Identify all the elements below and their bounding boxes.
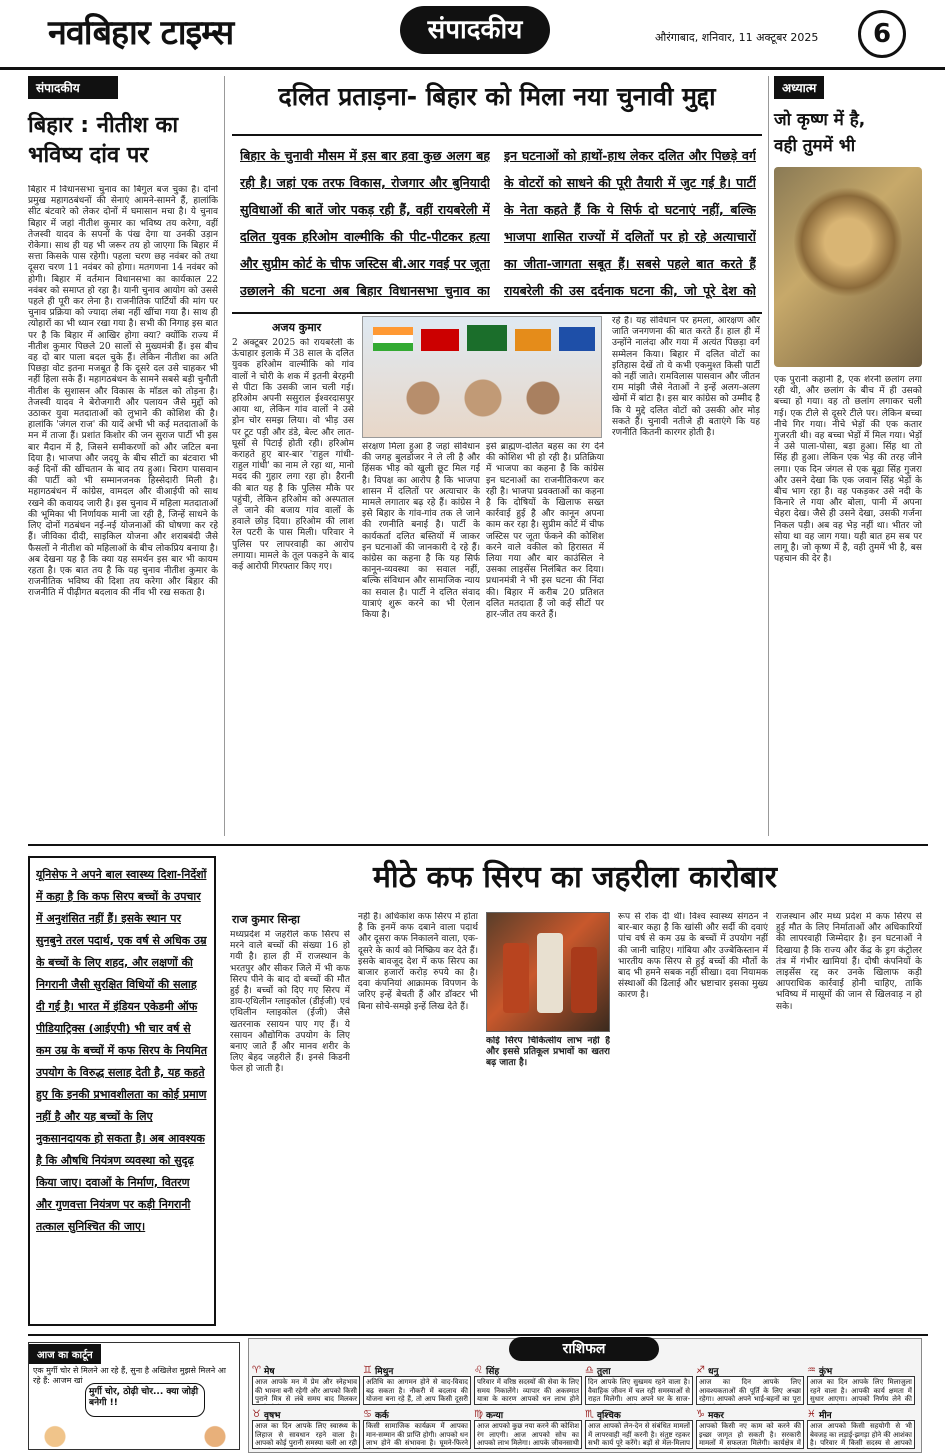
issue-date: औरंगाबाद, शनिवार, 11 अक्टूबर 2025 bbox=[655, 31, 819, 44]
side-title-line2: वही तुममें भी bbox=[774, 136, 856, 156]
quote-box bbox=[232, 134, 762, 314]
newspaper-name: नवबिहार टाइम्स bbox=[48, 13, 234, 53]
rashi-text: आज का दिन आपके लिए मिलाजुला रहने वाला है। आपकी कार्य क्षमता में सुधार आएगा। आपको निर्णय लेने की bbox=[807, 1376, 915, 1405]
syrup-photo bbox=[486, 912, 610, 1032]
zodiac-icon: ♏ bbox=[585, 1408, 594, 1420]
side-story-body: एक पुरानी कहानी है, एक शेरनी छलांग लगा रही थी, और छलांग के बीच में ही उसको बच्चा हो गया। वह तो छलांग लगाकर चली गई। एक टीले से दूसरे टीले पर। लेकिन बच्चा नीचे गिर गया। नीचे भेड़ों की एक कतार गुजरती थी। वह बच्चा भेड़ों में मिल गया। भेड़ों ने उसे पाला-पोसा, बड़ा हुआ। सिंह था तो सिंह ही हुआ। लेकिन एक भेड़ की तरह जीने लगा। एक दिन जंगल से एक बूढ़ा सिंह गुजरा और उसने देखा कि एक जवान सिंह भेड़ों के बीच भाग रहा है। वह पकड़कर उसे नदी के किनारे ले गया और बोला, पानी में अपना चेहरा देख। जैसे ही उसने देखा, उसकी गर्जना निकल पड़ी। अब वह भेड़ नहीं था। भीतर जो सोया था वह जाग गया। यही बात हम सब पर लागू है। जो कृष्ण में है, वही तुममें भी है, बस पहचान की देर है। bbox=[774, 375, 922, 565]
rashi-header bbox=[585, 1364, 693, 1376]
zodiac-icon: ♌ bbox=[474, 1364, 483, 1376]
party-flag-4 bbox=[515, 329, 551, 351]
party-flag-1 bbox=[373, 327, 413, 351]
bottle-3 bbox=[571, 947, 597, 1013]
rashifal-grid bbox=[252, 1364, 920, 1452]
page-number: 6 bbox=[858, 10, 906, 58]
speech-bubble: मुर्गी चोर, ठोढ़ी चोर... क्या जोड़ी बनेगी !! bbox=[85, 1383, 205, 1417]
editorial-tag: संपादकीय bbox=[28, 76, 118, 99]
cartoon-caption: एक मुर्गी चोर से मिलने आ रहे हैं, सुना है अखिलेश मुझसे मिलने आ रहे हैं: आजम खां bbox=[33, 1366, 226, 1385]
rashi-text: आज आपको किसी सहयोगी से भी बेवजह का लड़ाई-झगड़ा होने की आशंका है। परिवार में किसी सदस्य से आपको bbox=[807, 1420, 915, 1449]
editorial-title-line1: बिहार : नीतीश का bbox=[28, 113, 179, 138]
rashi-text: दिन आपके लिए सुखमय रहने वाला है। वैवाहिक जीवन में चल रही समस्याओं से राहत मिलेगी। आप अपने घर के साज- bbox=[585, 1376, 693, 1405]
zodiac-icon: ♍ bbox=[474, 1408, 483, 1420]
rashi-name: कुंभ bbox=[818, 1366, 833, 1377]
rashi-header bbox=[252, 1364, 360, 1376]
cartoon-panel bbox=[28, 1342, 240, 1450]
rashi-cell bbox=[474, 1364, 582, 1406]
bottle-2 bbox=[537, 933, 563, 1013]
rashi-header bbox=[474, 1408, 582, 1420]
rashi-cell bbox=[585, 1364, 693, 1406]
rashifal-title: राशिफल bbox=[509, 1337, 659, 1361]
zodiac-icon: ♑ bbox=[696, 1408, 705, 1420]
lion-illustration bbox=[774, 167, 922, 367]
rashi-cell bbox=[252, 1408, 360, 1450]
rashi-text: आज आपको लेन-देन से संबंधित मामलों में लापरवाही नहीं करनी है। संतुष्ट रहकर सभी कार्य पूरे करेंगे। बड़ों से मेल-मिलाप bbox=[585, 1420, 693, 1449]
rashi-text: अतिथि का आगमन होने से वाद-विवाद बढ़ सकता है। नौकरी में बदलाव की योजना बना रहे हैं, तो आप किसी दूसरी bbox=[363, 1376, 471, 1405]
party-flag-3 bbox=[467, 325, 507, 351]
syrup-photo-caption: कोई सिरप चिकित्सीय लाभ नहीं है और इससे प्रतिकूल प्रभावों का खतरा बढ़ जाता है। bbox=[486, 1036, 610, 1069]
rashi-name: कर्क bbox=[374, 1410, 389, 1421]
side-story-title bbox=[774, 107, 922, 159]
leader-portraits bbox=[383, 363, 583, 433]
lead-quote-right: इन घटनाओं को हाथों-हाथ लेकर दलित और पिछड़े वर्ग के वोटरों को साधने की पूरी तैयारी में जुट गई है। पार्टी के नेता कहते हैं कि ये सिर्फ दो घटनाएं नहीं, बल्कि भाजपा शासित राज्यों में दलितों पर हो रहे अत्याचारों का जीता-जागता सबूत हैं। सबसे पहले बात करते हैं रायबरेली की उस दर्दनाक घटना की, जो पूरे देश को bbox=[504, 148, 756, 298]
editorial2-headline: मीठे कफ सिरप का जहरीला कारोबार bbox=[372, 860, 778, 895]
zodiac-icon: ♋ bbox=[363, 1408, 372, 1420]
rashi-cell bbox=[807, 1364, 915, 1406]
rashi-header bbox=[696, 1408, 804, 1420]
left-editorial bbox=[28, 76, 218, 836]
editorial-body: बिहार में विधानसभा चुनाव का बिगुल बज चुका है। दोनों प्रमुख महागठबंधनों की सेनाएं आमने-सामने हैं, हालांकि सीट बंटवारे को लेकर दोनों में घमासान मचा है। ये चुनाव बिहार में जहां नीतीश कुमार का भविष्य तय करेगा, वहीं तेजस्वी यादव के सपनों के पंख देगा या उनकी उड़ान रोकेगा। साथ ही यह भी जरूर तय हो जाएगा कि बिहार में सत्ता किसके पास रहेगी। पहला चरण छह नवंबर को तथा दूसरा चरण 11 नवंबर को होगा। मतगणना 14 नवंबर को होगी। बिहार में वर्तमान विधानसभा का कार्यकाल 22 नवंबर को समाप्त हो रहा है। यानी चुनाव आयोग को उससे पहले ही पूरी कर लेना है। राजनीतिक पार्टियों की मांग पर चुनाव प्रक्रिया को ज्यादा लंबा नहीं खींचा गया है। साथ ही त्योहारों का भी ध्यान रखा गया है। सभी की निगाह इस बात पर है कि बिहार में आखिर होगा क्या? क्योंकि राज्य में नीतीश कुमार पिछले 20 सालों से मुख्यमंत्री हैं। इस बीच वह दो बार पाला बदल चुके हैं। लेकिन नीतीश का अति पिछड़ा वोट इतना मजबूत है कि दूसरे दल उसे चाहकर भी नहीं हिला सके हैं। महागठबंधन के सामने सबसे बड़ी चुनौती नीतीश के सुशासन और विकास के मॉडल को तोड़ना है। तेजस्वी यादव ने बेरोजगारी और पलायन जैसे मुद्दों को उठाकर युवा मतदाताओं को लुभाने की कोशिश की है। हालांकि 'जंगल राज' की यादें अभी भी कई मतदाताओं के मन में ताजा हैं। प्रशांत किशोर की जन सुराज पार्टी भी इस बार मैदान में है, जिसने समीकरणों को और जटिल बना दिया है। भाजपा और जदयू के बीच सीटों का बंटवारा भी कई दिनों की खींचतान के बाद तय हुआ। चिराग पासवान की पार्टी को भी सम्मानजनक हिस्सेदारी मिली है। महागठबंधन में कांग्रेस, वामदल और वीआईपी को साथ रखने की कवायद जारी है। इस चुनाव में महिला मतदाताओं की भूमिका भी निर्णायक मानी जा रही है, जिन्हें साधने के लिए दोनों गठबंधन नई-नई योजनाओं की घोषणा कर रहे हैं। जीविका दीदी, साइकिल योजना और शराबबंदी जैसे फैसलों ने नीतीश को महिलाओं के बीच लोकप्रिय बनाया है। अब देखना यह है कि क्या यह समर्थन इस बार भी कायम रहता है। एक बात तय है कि यह चुनाव नीतीश कुमार के राजनीतिक भविष्य की दिशा तय करेगा और बिहार की राजनीति में पीढ़ीगत बदलाव की नींव भी रख सकता है। bbox=[28, 185, 218, 599]
rashi-text: किसी सामाजिक कार्यक्रम में आपका मान-सम्मान की प्राप्ति होगी। आपको धन लाभ होने की संभावना है। घूमने-फिरने bbox=[363, 1420, 471, 1449]
rashi-text: आज का दिन आपके लिए स्वास्थ्य के लिहाज से सावधान रहने वाला है। आपको कोई पुरानी समस्या चली आ रही bbox=[252, 1420, 360, 1449]
zodiac-icon: ♎ bbox=[585, 1364, 594, 1376]
rashi-header bbox=[474, 1364, 582, 1376]
rashi-name: सिंह bbox=[485, 1366, 500, 1377]
section-rule bbox=[28, 844, 928, 846]
rashi-name: मकर bbox=[707, 1410, 724, 1421]
rashi-cell bbox=[363, 1408, 471, 1450]
rashi-text: आज आपके मन में प्रेम और स्नेहभाव की भावना बनी रहेगी और आपको किसी पुराने मित्र से लंबे समय बाद मिलकर bbox=[252, 1376, 360, 1405]
lead-column-4: रहे हैं। यह संविधान पर हमला, आरक्षण और जाति जनगणना की बात करते हैं। हाल ही में उन्होंने नालंदा और गया में अत्यंत पिछड़ा वर्ग सम्मेलन किया। बिहार में दलित वोटों का इतिहास देखें तो ये कभी एकमुश्त किसी पार्टी को नहीं जाते। रामविलास पासवान और जीतन राम मांझी जैसे नेताओं ने इन्हें अलग-अलग खेमों में बांटा है। इस बार कांग्रेस को उम्मीद है कि ये मुद्दे दलित वोटों को उसकी ओर मोड़ सकते हैं। चुनावी नतीजे ही बताएंगे कि यह रणनीति कितनी कारगर होती है। bbox=[612, 316, 760, 439]
rashi-cell bbox=[807, 1408, 915, 1450]
zodiac-icon: ♊ bbox=[363, 1364, 372, 1376]
rashi-header bbox=[807, 1408, 915, 1420]
rashi-cell bbox=[474, 1408, 582, 1450]
side-story bbox=[774, 76, 922, 836]
masthead bbox=[0, 0, 945, 70]
rashi-header bbox=[696, 1364, 804, 1376]
zodiac-icon: ♉ bbox=[252, 1408, 261, 1420]
rashi-name: कन्या bbox=[485, 1410, 504, 1421]
rashi-header bbox=[807, 1364, 915, 1376]
lead-story bbox=[232, 80, 762, 840]
rashi-name: मिथुन bbox=[374, 1366, 394, 1377]
rashi-cell bbox=[696, 1408, 804, 1450]
editorial-title bbox=[28, 111, 218, 171]
lion-mane bbox=[794, 187, 902, 297]
lead-photo bbox=[362, 316, 602, 438]
cartoon-figures bbox=[35, 1421, 235, 1447]
party-flag-5 bbox=[559, 327, 595, 351]
rashi-name: मेष bbox=[263, 1366, 275, 1377]
rashi-header bbox=[585, 1408, 693, 1420]
rashi-name: तुला bbox=[596, 1366, 611, 1377]
rashi-cell bbox=[252, 1364, 360, 1406]
rashi-text: परिवार में वरिष्ठ सदस्यों की सेवा के लिए समय निकालेंगे। व्यापार की अकस्मात यात्रा के कारण आपको धन लाभ होने bbox=[474, 1376, 582, 1405]
rashi-text: आपको किसी नए काम को करने की इच्छा जागृत हो सकती है। सरकारी मामलों में सफलता मिलेगी। कार्यक्षेत्र में bbox=[696, 1420, 804, 1449]
lead-byline: अजय कुमार bbox=[272, 321, 322, 334]
rashi-name: मीन bbox=[818, 1410, 832, 1421]
lead-quote-left: बिहार के चुनावी मौसम में इस बार हवा कुछ अलग बह रही है। जहां एक तरफ विकास, रोजगार और बुनियादी सुविधाओं की बातें जोर पकड़ रही हैं, वहीं रायबरेली में दलित युवक हरिओम वाल्मीकि की पीट-पीटकर हत्या और सुप्रीम कोर्ट के चीफ जस्टिस बी.आर गवई पर जूता उछालने की घटना अब बिहार विधानसभा चुनाव का bbox=[240, 148, 490, 298]
column-divider bbox=[224, 76, 225, 836]
rashi-header bbox=[363, 1408, 471, 1420]
rashi-cell bbox=[585, 1408, 693, 1450]
zodiac-icon: ♐ bbox=[696, 1364, 705, 1376]
rashi-cell bbox=[363, 1364, 471, 1406]
column-divider bbox=[768, 76, 769, 836]
rashi-name: धनु bbox=[707, 1366, 719, 1377]
callout-box bbox=[28, 856, 216, 1326]
rashi-text: आज आपको कुछ नया करने की कोशिश रंग लाएगी। आज आपको सोच का आपको लाभ मिलेगा। आपके जीवनसाथी bbox=[474, 1420, 582, 1449]
section-title: संपादकीय bbox=[400, 6, 550, 54]
zodiac-icon: ♓ bbox=[807, 1408, 816, 1420]
callout-text: यूनिसेफ ने अपने बाल स्वास्थ्य दिशा-निर्देशों में कहा है कि कफ सिरप बच्चों के उपचार में अनुशंसित नहीं हैं। इसके स्थान पर सुनबुने तरल पदार्थ, एक वर्ष से अधिक उम्र के बच्चों के लिए शहद, और लक्षणों की निगरानी जैसी सुरक्षित विधियों की सलाह दी गई है। भारत में इंडियन एकेडमी ऑफ पीडियाट्रिक्स (आईएपी) भी चार वर्ष से कम उम्र के बच्चों में कफ सिरप के नियमित उपयोग के विरुद्ध सलाह देती है, यह कहते हुए कि इनकी प्रभावशीलता का कोई प्रमाण नहीं है और यह बच्चों के लिए नुकसानदायक हो सकता है। अब आवश्यक है कि औषधि नियंत्रण व्यवस्था को सुदृढ़ किया जाए। दवाओं के निर्माण, वितरण और गुणवत्ता नियंत्रण पर कड़ी निगरानी तत्काल सुनिश्चित की जाए। bbox=[36, 868, 207, 1233]
editorial2-column-2: नहीं है। अधिकांश कफ सिरप में होता है कि इनमें कफ दबाने वाला पदार्थ और दूसरा कफ निकालने वाला, एक-दूसरे के कार्य को निष्क्रिय कर देते हैं। इसके बावजूद देश में कफ सिरप का बाजार हजारों करोड़ रुपये का है। दवा कंपनियां आक्रामक विपणन के जरिए इन्हें बेचती हैं और डॉक्टर भी बिना सोचे-समझे इन्हें लिख देते हैं। bbox=[358, 912, 478, 1012]
rashi-name: वृषभ bbox=[263, 1410, 281, 1421]
rashi-text: आज का दिन आपके लिए आवश्यकताओं की पूर्ति के लिए अच्छा रहेगा। आपको अपने भाई-बहनों का पूरा bbox=[696, 1376, 804, 1405]
editorial2-column-3: रूप से रोक दी थी। विश्व स्वास्थ्य संगठन ने बार-बार कहा है कि खांसी और सर्दी की दवाएं पांच वर्ष से कम उम्र के बच्चों में उपयोग नहीं की जानी चाहिए। गांबिया और उज्बेकिस्तान में भारतीय कफ सिरप से हुई बच्चों की मौतों के बाद भी हमने सबक नहीं सीखा। दवा नियामक संस्थाओं की ढिलाई और भ्रष्टाचार इसका मुख्य कारण है। bbox=[618, 912, 768, 1001]
zodiac-icon: ♒ bbox=[807, 1364, 816, 1376]
side-story-tag: अध्यात्म bbox=[774, 76, 824, 99]
side-title-line1: जो कृष्ण में है, bbox=[774, 110, 866, 130]
lead-headline: दलित प्रताड़ना- बिहार को मिला नया चुनावी मुद्दा bbox=[278, 82, 716, 111]
rashi-header bbox=[363, 1364, 471, 1376]
lead-column-2: संरक्षण मिला हुआ है जहां संविधान की जगह बुलडोजर ने ले ली है और हिंसक भीड़ को खुली छूट मिल गई है। विपक्ष का आरोप है कि भाजपा शासन में दलितों पर अत्याचार के मामले लगातार बढ़ रहे हैं। कांग्रेस ने इसे बिहार के गांव-गांव तक ले जाने की रणनीति बनाई है। पार्टी के कार्यकर्ता दलित बस्तियों में जाकर इन घटनाओं की जानकारी दे रहे हैं। कांग्रेस का कहना है कि यह सिर्फ कानून-व्यवस्था का सवाल नहीं, बल्कि संविधान और सामाजिक न्याय का सवाल है। पार्टी ने दलित संवाद यात्राएं शुरू करने का भी ऐलान किया है। bbox=[362, 442, 480, 621]
rashi-name: वृश्चिक bbox=[596, 1410, 621, 1421]
zodiac-icon: ♈ bbox=[252, 1364, 261, 1376]
editorial2-column-4: राजस्थान और मध्य प्रदेश में कफ सिरप से हुई मौत के लिए निर्माताओं और अधिकारियों की लापरवाही जिम्मेदार है। इन घटनाओं ने दिखाया है कि राज्य और केंद्र के ड्रग कंट्रोलर तंत्र में गंभीर खामियां हैं। दोषी कंपनियों के लाइसेंस रद्द कर उनके खिलाफ कड़ी आपराधिक कार्रवाई होनी चाहिए, ताकि भविष्य में मासूमों की जान से खिलवाड़ न हो सके। bbox=[776, 912, 922, 1012]
lead-column-1: 2 अक्टूबर 2025 को रायबरेली के ऊंचाहार इलाके में 38 साल के दलित युवक हरिओम वाल्मीकि को गांव वालों ने चोरी के शक में इतनी बेरहमी से पीटा कि उसकी जान चली गई। हरिओम अपनी ससुराल ईश्वरदासपुर आया था, लेकिन गांव वालों ने उसे ड्रोन चोर समझ लिया। वो भीड़ उस पर टूट पड़ी और डंडे, बेल्ट और लात-घूसों से पिटाई होती रही। हरिओम कराहते हुए बार-बार 'राहुल गांधी-राहुल गांधी' का नाम ले रहा था, मानो मदद की गुहार लगा रहा हो। हैरानी की बात यह है कि पुलिस मौके पर पहुंची, लेकिन हरिओम को अस्पताल ले जाने की बजाय गांव वालों के हवाले छोड़ दिया। हरिओम की लाश रेल पटरी के पास मिली। परिवार ने पुलिस पर लापरवाही का आरोप लगाया। मामले के तूल पकड़ने के बाद कई आरोपी गिरफ्तार किए गए। bbox=[232, 338, 354, 573]
cartoon-tag: आज का कार्टून bbox=[29, 1344, 101, 1364]
editorial-title-line2: भविष्य दांव पर bbox=[28, 143, 149, 168]
editorial2-byline: राज कुमार सिन्हा bbox=[232, 913, 300, 926]
lead-column-3: इसे ब्राह्मण-दलित बहस का रंग देने की कोशिश भी हो रही है। प्रतिक्रिया में भाजपा का कहना है कि कांग्रेस इन घटनाओं का राजनीतिकरण कर रही है। भाजपा प्रवक्ताओं का कहना है कि दोषियों के खिलाफ सख्त कार्रवाई हुई है और कानून अपना काम कर रहा है। सुप्रीम कोर्ट में चीफ जस्टिस पर जूता फेंकने की कोशिश करने वाले वकील को हिरासत में लिया गया और बार काउंसिल ने उसका लाइसेंस निलंबित कर दिया। प्रधानमंत्री ने भी इस घटना की निंदा की। बिहार में करीब 20 प्रतिशत दलित मतदाता हैं जो कई सीटों पर हार-जीत तय करते हैं। bbox=[486, 442, 604, 621]
rashi-cell bbox=[696, 1364, 804, 1406]
editorial2-column-1: मध्यप्रदेश में जहरीले कफ सिरप से मरने वाले बच्चों की संख्या 16 हो गयी है। हाल ही में राजस्थान के भरतपुर और सीकर जिले में भी कफ सिरप पीने के बाद दो बच्चों की मौत हुई है। बच्चों को दिए गए सिरप में डाय-एथिलीन ग्लाइकोल (डीईजी) एवं एथिलीन ग्लाइकोल (ईजी) जैसे खतरनाक रसायन पाए गए हैं। ये रसायन औद्योगिक उपयोग के लिए बनाए जाते हैं और मानव शरीर के लिए बेहद जहरीले हैं। इनसे किडनी फेल हो जाती है। bbox=[230, 930, 350, 1075]
bottle-1 bbox=[503, 943, 529, 1013]
party-flag-2 bbox=[421, 329, 459, 351]
section-rule bbox=[28, 1334, 928, 1336]
rashi-header bbox=[252, 1408, 360, 1420]
